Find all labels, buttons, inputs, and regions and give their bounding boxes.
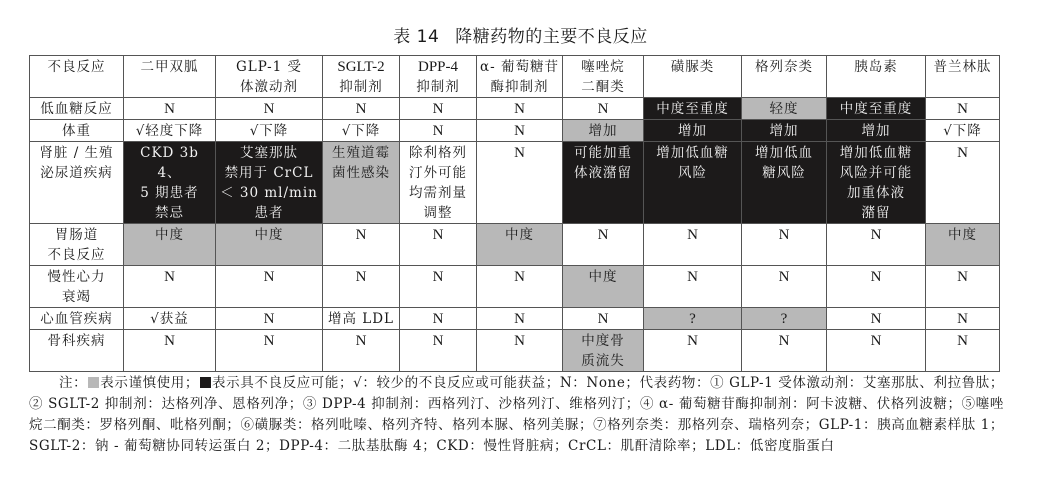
table-cell xyxy=(563,142,644,224)
cell-text: N xyxy=(870,311,882,327)
table-cell xyxy=(124,98,216,120)
header-cell-drug-class xyxy=(124,56,216,98)
note-black-meaning: 表示具不良反应可能； xyxy=(212,375,354,391)
cell-text: N xyxy=(957,145,968,161)
table-cell xyxy=(563,330,644,372)
cell-text: 汀外可能 xyxy=(409,165,467,181)
cell-text: 增高 LDL xyxy=(327,311,395,327)
cell-text: 中度 xyxy=(155,227,184,243)
cell-text: 噻唑烷 xyxy=(581,59,625,75)
cell-text: 普兰林肽 xyxy=(933,59,992,75)
cell-text: √获益 xyxy=(150,311,189,327)
table-row xyxy=(30,308,1000,330)
table-cell xyxy=(216,330,323,372)
table-row xyxy=(30,224,1000,266)
cell-text: √下降 xyxy=(249,123,289,139)
cell-text: 中度 xyxy=(254,227,284,243)
row-label-cell xyxy=(30,224,124,266)
cell-text: 风险并可能 xyxy=(839,165,913,181)
cell-text: N xyxy=(514,145,525,161)
cell-text: 慢性心力 xyxy=(47,269,106,285)
adverse-reactions-table xyxy=(29,55,1000,372)
table-cell xyxy=(563,224,644,266)
cell-text: 增加 xyxy=(861,123,891,139)
cell-text: N xyxy=(432,227,444,243)
table-cell xyxy=(742,266,827,308)
table-cell xyxy=(400,266,477,308)
cell-text: N xyxy=(263,101,275,117)
header-cell-drug-class xyxy=(827,56,926,98)
cell-text: N xyxy=(263,269,275,285)
cell-text: 质流失 xyxy=(581,353,625,369)
table-cell xyxy=(477,330,563,372)
header-cell-drug-class xyxy=(742,56,827,98)
cell-text: 均需剂量 xyxy=(409,185,467,201)
cell-text: 禁用于 CrCL xyxy=(224,165,314,181)
cell-text: N xyxy=(514,123,525,139)
table-cell xyxy=(742,120,827,142)
table-cell xyxy=(926,224,1000,266)
table-cell xyxy=(827,308,926,330)
note-gray-meaning: 表示谨慎使用； xyxy=(100,375,200,391)
row-label-cell xyxy=(30,120,124,142)
cell-text: GLP-1 受 xyxy=(235,59,303,75)
cell-text: N xyxy=(514,269,525,285)
cell-text: N xyxy=(597,227,609,243)
header-cell-drug-class xyxy=(216,56,323,98)
table-cell xyxy=(644,330,742,372)
table-cell xyxy=(124,120,216,142)
cell-text: 不良反应 xyxy=(47,59,106,75)
table-cell xyxy=(477,224,563,266)
table-cell xyxy=(323,98,400,120)
black-swatch-icon xyxy=(200,377,211,388)
cell-text: SGLT-2 xyxy=(337,59,385,75)
cell-text: N xyxy=(355,227,367,243)
table-cell xyxy=(400,120,477,142)
table-cell xyxy=(216,98,323,120)
table-cell xyxy=(323,266,400,308)
cell-text: N xyxy=(263,333,275,349)
table-cell xyxy=(827,330,926,372)
cell-text: N xyxy=(957,311,968,327)
table-cell xyxy=(644,98,742,120)
cell-text: 除利格列 xyxy=(409,145,467,161)
cell-text: √下降 xyxy=(943,123,982,139)
cell-text: 骨科疾病 xyxy=(47,333,106,349)
table-cell xyxy=(644,142,742,224)
cell-text: 中度至重度 xyxy=(839,101,913,117)
cell-text: N xyxy=(355,269,367,285)
cell-text: N xyxy=(432,101,444,117)
table-cell xyxy=(926,120,1000,142)
table-cell xyxy=(563,120,644,142)
table-row xyxy=(30,120,1000,142)
cell-text: 可能加重 xyxy=(574,145,632,161)
table-row xyxy=(30,98,1000,120)
table-cell xyxy=(563,98,644,120)
table-cell xyxy=(400,142,477,224)
table-cell xyxy=(563,266,644,308)
cell-text: 心血管疾病 xyxy=(40,311,113,327)
cell-text: N xyxy=(687,227,698,243)
cell-text: 生殖道霉 xyxy=(332,145,390,161)
cell-text: N xyxy=(514,101,525,117)
cell-text: N xyxy=(687,333,698,349)
cell-text: 二甲双胍 xyxy=(140,59,199,75)
table-number: 表 14 xyxy=(393,27,440,47)
header-cell-drug-class xyxy=(400,56,477,98)
cell-text: N xyxy=(164,333,175,349)
table-cell xyxy=(827,224,926,266)
header-row xyxy=(30,56,1000,98)
gray-swatch-icon xyxy=(88,377,99,388)
cell-text: α- 葡萄糖苷 xyxy=(480,59,559,75)
cell-text: 增加 xyxy=(678,123,707,139)
row-label-cell xyxy=(30,308,124,330)
table-cell xyxy=(926,266,1000,308)
table-cell xyxy=(926,98,1000,120)
cell-text: 不良反应 xyxy=(47,247,106,263)
cell-text: N xyxy=(870,333,882,349)
cell-text: 潴留 xyxy=(861,205,891,221)
cell-text: 肾脏 / 生殖 xyxy=(39,145,114,161)
cell-text: 增加低血 xyxy=(755,145,813,161)
cell-text: N xyxy=(778,269,790,285)
note-body: √：较少的不良反应或可能获益；N：None；代表药物：① GLP-1 受体激动剂：艾塞那肽、利拉鲁肽；② SGLT-2 抑制剂：达格列净、恩格列净；③ DPP-4 抑制剂：西格列汀、沙格列汀、维格列汀；④ α- 葡萄糖苷酶抑制剂：阿卡波糖、伏格列波糖；⑤噻唑烷二酮类：罗格列酮、吡格列酮；⑥磺脲类：格列吡嗪、格列齐特、格列本脲、格列美脲；⑦格列奈类：那格列奈、瑞格列奈；GLP-1：胰高血糖素样肽 1；SGLT-2：钠 - 葡萄糖协同转运蛋白 2；DPP-4：二肽基肽酶 4；CKD：慢性肾脏病；CrCL：肌酐清除率；LDL：低密度脂蛋白 xyxy=(29,375,1005,454)
table-caption: 降糖药物的主要不良反应 xyxy=(455,27,648,47)
cell-text: ? xyxy=(780,311,788,327)
cell-text: N xyxy=(778,333,790,349)
header-cell-adverse-reaction xyxy=(30,56,124,98)
header-cell-drug-class xyxy=(926,56,1000,98)
cell-text: N xyxy=(870,269,882,285)
cell-text: 体液潴留 xyxy=(574,165,632,181)
cell-text: N xyxy=(164,101,175,117)
table-cell xyxy=(477,98,563,120)
table-cell xyxy=(926,330,1000,372)
cell-text: 菌性感染 xyxy=(332,165,390,181)
cell-text: DPP-4 xyxy=(417,59,458,75)
cell-text: 中度骨 xyxy=(581,333,625,349)
table-cell xyxy=(827,266,926,308)
table-cell xyxy=(827,142,926,224)
cell-text: 中度 xyxy=(588,269,618,285)
table-cell xyxy=(124,308,216,330)
table-cell xyxy=(644,224,742,266)
table-cell xyxy=(216,120,323,142)
table-cell xyxy=(563,308,644,330)
table-cell xyxy=(323,330,400,372)
cell-text: 轻度 xyxy=(769,101,799,117)
table-cell xyxy=(323,142,400,224)
table-cell xyxy=(400,98,477,120)
cell-text: N xyxy=(778,227,790,243)
cell-text: N xyxy=(597,311,609,327)
table-cell xyxy=(400,308,477,330)
header-cell-drug-class xyxy=(644,56,742,98)
cell-text: 5 期患者 xyxy=(140,185,199,201)
cell-text: N xyxy=(687,269,698,285)
table-cell xyxy=(323,224,400,266)
table-cell xyxy=(926,308,1000,330)
cell-text: 抑制剂 xyxy=(339,79,383,95)
cell-text: 患者 xyxy=(254,205,284,221)
cell-text: 低血糖反应 xyxy=(40,101,113,117)
cell-text: 禁忌 xyxy=(155,205,184,221)
table-cell xyxy=(742,308,827,330)
cell-text: 中度 xyxy=(505,227,534,243)
table-cell xyxy=(644,120,742,142)
cell-text: 艾塞那肽 xyxy=(240,145,298,161)
cell-text: N xyxy=(870,227,882,243)
cell-text: N xyxy=(355,101,367,117)
cell-text: ＜ 30 ml/min xyxy=(220,185,318,201)
table-row xyxy=(30,266,1000,308)
cell-text: √轻度下降 xyxy=(135,123,204,139)
table-cell xyxy=(400,330,477,372)
cell-text: 调整 xyxy=(423,205,453,221)
table-cell xyxy=(124,266,216,308)
table-cell xyxy=(742,224,827,266)
cell-text: 格列奈类 xyxy=(755,59,813,75)
note-prefix: 注： xyxy=(59,375,88,391)
cell-text: N xyxy=(432,269,444,285)
cell-text: N xyxy=(514,311,525,327)
row-label-cell xyxy=(30,330,124,372)
cell-text: 体激动剂 xyxy=(240,79,298,95)
cell-text: 增加 xyxy=(769,123,799,139)
row-label-cell xyxy=(30,266,124,308)
header-cell-drug-class xyxy=(477,56,563,98)
table-cell xyxy=(323,308,400,330)
table-cell xyxy=(827,98,926,120)
cell-text: ? xyxy=(689,311,696,327)
cell-text: 加重体液 xyxy=(847,185,905,201)
table-cell xyxy=(742,142,827,224)
cell-text: 增加低血糖 xyxy=(839,145,913,161)
table-row xyxy=(30,142,1000,224)
table-cell xyxy=(124,330,216,372)
table-cell xyxy=(477,120,563,142)
cell-text: 增加低血糖 xyxy=(656,145,729,161)
cell-text: √下降 xyxy=(341,123,381,139)
cell-text: 风险 xyxy=(678,165,707,181)
cell-text: 胰岛素 xyxy=(854,59,898,75)
cell-text: 衰竭 xyxy=(62,289,91,305)
table-title xyxy=(0,22,1041,47)
table-cell xyxy=(644,308,742,330)
table-cell xyxy=(216,266,323,308)
cell-text: N xyxy=(957,333,968,349)
table-cell xyxy=(742,98,827,120)
table-cell xyxy=(216,142,323,224)
cell-text: 二酮类 xyxy=(581,79,625,95)
table-cell xyxy=(323,120,400,142)
cell-text: CKD 3b 4、 xyxy=(140,145,199,181)
cell-text: 胃肠道 xyxy=(54,227,99,243)
cell-text: N xyxy=(432,311,444,327)
table-cell xyxy=(742,330,827,372)
table-cell xyxy=(216,308,323,330)
table-cell xyxy=(827,120,926,142)
cell-text: N xyxy=(957,101,968,117)
table-cell xyxy=(400,224,477,266)
cell-text: 增加 xyxy=(588,123,618,139)
table-cell xyxy=(477,142,563,224)
cell-text: N xyxy=(432,123,444,139)
header-cell-drug-class xyxy=(323,56,400,98)
cell-text: 中度至重度 xyxy=(656,101,729,117)
cell-text: 体重 xyxy=(62,123,91,139)
table-cell xyxy=(644,266,742,308)
cell-text: 抑制剂 xyxy=(416,79,460,95)
cell-text: N xyxy=(164,269,175,285)
cell-text: 酶抑制剂 xyxy=(490,79,549,95)
table-cell xyxy=(926,142,1000,224)
cell-text: N xyxy=(432,333,444,349)
cell-text: N xyxy=(957,269,968,285)
cell-text: 泌尿道疾病 xyxy=(40,165,113,181)
table-cell xyxy=(477,308,563,330)
table-cell xyxy=(216,224,323,266)
header-cell-drug-class xyxy=(563,56,644,98)
table-footnote xyxy=(29,373,1004,457)
row-label-cell xyxy=(30,142,124,224)
table-cell xyxy=(124,142,216,224)
table-cell xyxy=(477,266,563,308)
table-cell xyxy=(124,224,216,266)
row-label-cell xyxy=(30,98,124,120)
cell-text: 磺脲类 xyxy=(670,59,715,75)
cell-text: N xyxy=(597,101,609,117)
table-row xyxy=(30,330,1000,372)
cell-text: 糖风险 xyxy=(762,165,806,181)
cell-text: 中度 xyxy=(948,227,977,243)
cell-text: N xyxy=(355,333,367,349)
cell-text: N xyxy=(514,333,525,349)
cell-text: N xyxy=(263,311,275,327)
